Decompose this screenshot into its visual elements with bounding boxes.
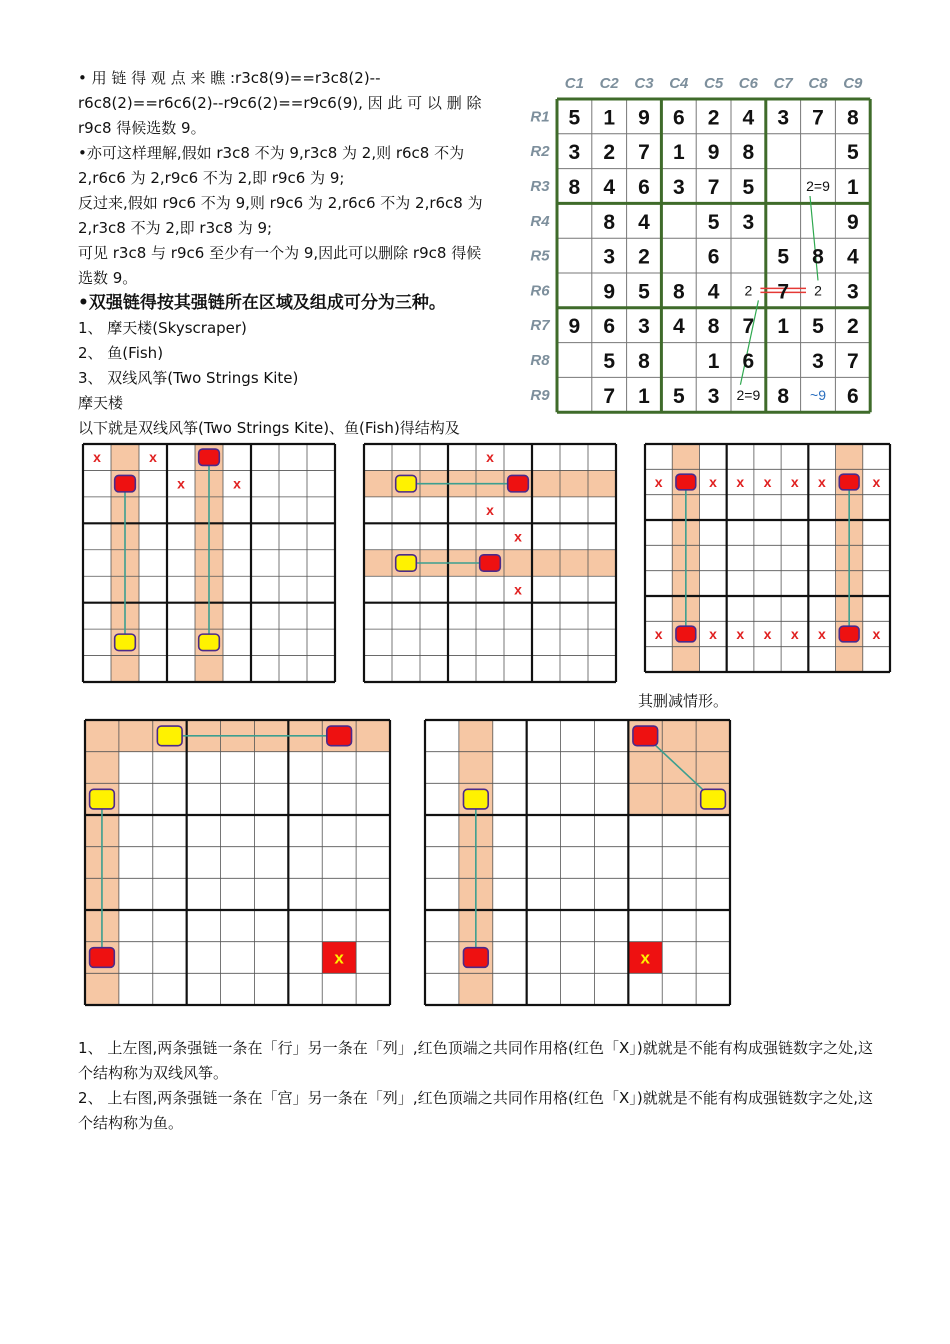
column-label: C7: [773, 75, 793, 92]
sudoku-cell-value: 8: [638, 350, 650, 373]
highlight-cell: [588, 550, 616, 576]
sudoku-cell-value: 8: [846, 106, 859, 130]
sudoku-cell-value: 3: [777, 106, 790, 130]
sudoku-cell-value: 2: [707, 106, 720, 130]
column-label: C6: [738, 75, 758, 92]
sudoku-cell-value: 2: [814, 282, 822, 299]
highlight-cell: [364, 470, 392, 496]
sudoku-cell-value: 1: [846, 176, 859, 199]
highlight-cell: [85, 720, 119, 752]
highlight-cell: [560, 550, 588, 576]
elimination-x-mark: x: [763, 626, 772, 642]
elimination-x-mark: x: [709, 474, 717, 490]
elimination-x-mark: x: [514, 528, 522, 545]
sudoku-cell-value: 8: [568, 176, 581, 199]
sudoku-cell-value: ~9: [810, 386, 826, 403]
red-endpoint-marker: [199, 449, 220, 465]
elimination-x-mark: x: [149, 449, 157, 466]
sudoku-cell-value: 1: [707, 350, 720, 373]
elimination-x-mark: x: [872, 626, 881, 642]
column-label: C2: [599, 75, 619, 92]
intro-line: •亦可这样理解,假如 r3c8 不为 9,r3c8 为 2,则 r6c8 不为: [78, 144, 465, 162]
sudoku-cell-value: 9: [707, 141, 720, 165]
sudoku-cell-value: 7: [638, 141, 650, 165]
highlight-cell: [662, 720, 696, 752]
elimination-x-mark: x: [790, 474, 799, 490]
intro-line: 2,r3c8 不为 2,即 r3c8 为 9;: [78, 219, 273, 237]
row-label: R2: [530, 143, 550, 161]
sudoku-cell-value: 2: [846, 315, 859, 339]
sudoku-cell-value: 7: [603, 384, 616, 408]
sudoku-cell-value: 9: [846, 210, 859, 234]
note-paragraph: 2、 上右图,两条强链一条在「宫」另一条在「列」,红色顶端之共同作用格(红色「X」)就就是不能有构成强链数字之处,这个结构称为鱼。: [78, 1089, 873, 1132]
sudoku-cell-value: 6: [603, 315, 616, 339]
sudoku-cell-value: 1: [638, 384, 650, 408]
row-label: R6: [530, 282, 550, 300]
highlight-cell: [504, 550, 532, 576]
red-endpoint-marker: [463, 948, 488, 968]
sudoku-cell-value: 9: [568, 315, 581, 339]
sudoku-cell-value: 7: [846, 350, 859, 373]
elimination-x-mark: x: [818, 626, 826, 642]
sudoku-cell-value: 6: [638, 176, 650, 199]
sudoku-cell-value: 8: [742, 141, 755, 165]
elimination-x-mark: x: [233, 475, 241, 492]
red-endpoint-marker: [327, 726, 352, 746]
list-item: 1、 摩天楼(Skyscraper): [78, 319, 247, 337]
sudoku-cell-value: 2: [744, 282, 753, 299]
sudoku-cell-value: 4: [707, 280, 720, 304]
highlight-cell: [628, 752, 662, 784]
highlight-cell: [111, 656, 139, 682]
highlight-cell: [119, 720, 153, 752]
row-label: R1: [530, 108, 550, 126]
intro-line: 可见 r3c8 与 r9c6 至少有一个为 9,因此可以删除 r9c8 得候: [78, 244, 482, 262]
sudoku-cell-value: 3: [638, 315, 650, 339]
sudoku-cell-value: 3: [812, 350, 824, 373]
highlight-cell: [836, 647, 863, 672]
sudoku-cell-value: 3: [846, 280, 859, 304]
sudoku-cell-value: 4: [672, 315, 685, 339]
sudoku-cell-value: 8: [672, 280, 685, 304]
sudoku-cell-value: 6: [846, 384, 859, 408]
sudoku-cell-value: 3: [603, 245, 616, 269]
row-label: R9: [530, 386, 550, 404]
sudoku-cell-value: 2: [603, 141, 616, 165]
sudoku-cell-value: 4: [846, 245, 859, 269]
elimination-x-mark: x: [654, 626, 663, 642]
highlight-cell: [560, 470, 588, 496]
sudoku-cell-value: 9: [638, 106, 650, 130]
sudoku-cell-value: 9: [603, 280, 616, 304]
column-label: C8: [808, 75, 828, 92]
highlight-cell: [628, 783, 662, 815]
highlight-cell: [364, 550, 392, 576]
elimination-x-mark: x: [486, 449, 494, 466]
column-label: C1: [564, 75, 584, 92]
sudoku-cell-value: 3: [672, 176, 685, 199]
highlight-cell: [459, 720, 493, 752]
red-endpoint-marker: [115, 475, 136, 491]
list-item: 3、 双线风筝(Two Strings Kite): [78, 369, 299, 387]
bottom-notes: [78, 1036, 873, 1136]
list-item: 摩天楼: [78, 394, 124, 412]
row-label: R5: [530, 247, 550, 265]
red-endpoint-marker: [676, 626, 696, 642]
highlight-cell: [111, 444, 139, 470]
sudoku-cell-value: 7: [707, 176, 720, 199]
list-item: 以下就是双线风筝(Two Strings Kite)、鱼(Fish)得结构及: [78, 419, 460, 437]
sudoku-cell-value: 2=9: [736, 386, 761, 403]
section-heading: •双强链得按其强链所在区域及组成可分为三种。: [78, 293, 446, 313]
elimination-x-mark: x: [763, 474, 772, 490]
red-endpoint-marker: [480, 555, 501, 571]
sudoku-cell-value: 5: [638, 280, 650, 304]
column-label: C9: [843, 75, 863, 92]
yellow-endpoint-marker: [463, 789, 488, 809]
yellow-endpoint-marker: [115, 634, 136, 650]
row-label: R4: [530, 212, 550, 230]
intro-line: 2,r6c6 为 2,r9c6 不为 2,即 r9c6 为 9;: [78, 169, 345, 187]
sudoku-cell-value: 4: [742, 106, 755, 130]
yellow-endpoint-marker: [199, 634, 220, 650]
red-endpoint-marker: [839, 626, 859, 642]
elimination-x-mark: x: [818, 474, 826, 490]
elimination-x-mark: x: [736, 474, 745, 490]
sudoku-cell-value: 1: [603, 106, 616, 130]
list-item: 2、 鱼(Fish): [78, 344, 164, 362]
sudoku-cell-value: 8: [812, 245, 824, 269]
highlight-cell: [588, 470, 616, 496]
sudoku-cell-value: 4: [603, 176, 616, 199]
yellow-endpoint-marker: [90, 789, 115, 809]
red-endpoint-marker: [508, 475, 529, 491]
highlight-cell: [532, 470, 560, 496]
elimination-x-mark: x: [709, 626, 717, 642]
sudoku-cell-value: 6: [742, 350, 755, 373]
yellow-endpoint-marker: [701, 789, 726, 809]
yellow-endpoint-marker: [157, 726, 182, 746]
highlight-cell: [696, 752, 730, 784]
highlight-cell: [696, 720, 730, 752]
sudoku-cell-value: 1: [777, 315, 790, 339]
column-label: C4: [669, 75, 689, 92]
elimination-x-mark: x: [514, 581, 522, 598]
row-label: R7: [530, 317, 550, 335]
highlight-cell: [195, 656, 223, 682]
highlight-cell: [532, 550, 560, 576]
red-endpoint-marker: [839, 474, 859, 490]
sudoku-cell-value: 6: [707, 245, 720, 269]
intro-line: 反过来,假如 r9c6 不为 9,则 r9c6 为 2,r6c6 不为 2,r6c8 为: [78, 194, 483, 212]
elimination-x-mark: x: [654, 474, 663, 490]
highlight-cell: [459, 973, 493, 1005]
red-endpoint-marker: [676, 474, 696, 490]
elimination-x-mark: x: [177, 475, 185, 492]
sudoku-cell-value: 5: [812, 315, 824, 339]
intro-line: 选数 9。: [78, 269, 138, 287]
sudoku-cell-value: 2: [638, 245, 650, 269]
elimination-x-mark: x: [486, 502, 494, 519]
sudoku-cell-value: 7: [742, 315, 755, 339]
highlight-cell: [672, 647, 699, 672]
intro-line: • 用 链 得 观 点 来 瞧 :r3c8(9)==r3c8(2)--: [78, 69, 381, 87]
sudoku-cell-value: 5: [742, 176, 755, 199]
highlight-cell: [356, 720, 390, 752]
elimination-x-mark: x: [93, 449, 101, 466]
note-paragraph: 1、 上左图,两条强链一条在「行」另一条在「列」,红色顶端之共同作用格(红色「X」)就就是不能有构成强链数字之处,这个结构称为双线风筝。: [78, 1039, 873, 1082]
caption-tail: 其删减情形。: [638, 692, 729, 710]
red-endpoint-marker: [633, 726, 658, 746]
sudoku-cell-value: 3: [568, 141, 581, 165]
sudoku-cell-value: 8: [603, 210, 616, 234]
row-label: R3: [530, 178, 550, 195]
highlight-cell: [672, 444, 699, 469]
sudoku-cell-value: 5: [568, 106, 581, 130]
sudoku-cell-value: 2=9: [806, 178, 830, 194]
highlight-cell: [836, 444, 863, 469]
sudoku-cell-value: 7: [812, 106, 824, 130]
sudoku-cell-value: 5: [707, 210, 720, 234]
highlight-cell: [662, 783, 696, 815]
sudoku-cell-value: 3: [707, 384, 720, 408]
highlight-cell: [459, 752, 493, 784]
sudoku-cell-value: 7: [777, 280, 790, 304]
row-label: R8: [530, 352, 550, 369]
elimination-x-mark: x: [640, 948, 651, 968]
elimination-x-mark: x: [790, 626, 799, 642]
sudoku-cell-value: 8: [707, 315, 720, 339]
sudoku-cell-value: 5: [672, 384, 685, 408]
sudoku-cell-value: 5: [603, 350, 616, 373]
highlight-cell: [85, 752, 119, 784]
sudoku-cell-value: 5: [846, 141, 859, 165]
intro-line: r6c8(2)==r6c6(2)--r9c6(2)==r9c6(9), 因 此 可 以 删 除: [78, 94, 482, 112]
yellow-endpoint-marker: [396, 475, 417, 491]
column-label: C5: [704, 75, 724, 92]
elimination-x-mark: x: [736, 626, 745, 642]
elimination-x-mark: x: [872, 474, 881, 490]
sudoku-cell-value: 4: [638, 210, 650, 234]
red-endpoint-marker: [90, 948, 115, 968]
sudoku-cell-value: 1: [672, 141, 685, 165]
intro-line: r9c8 得候选数 9。: [78, 119, 206, 137]
sudoku-cell-value: 5: [777, 245, 790, 269]
elimination-x-mark: x: [334, 948, 344, 968]
highlight-cell: [85, 973, 119, 1005]
yellow-endpoint-marker: [396, 555, 417, 571]
column-label: C3: [634, 75, 654, 92]
sudoku-cell-value: 6: [672, 106, 685, 130]
sudoku-cell-value: 8: [777, 384, 790, 408]
sudoku-cell-value: 3: [742, 210, 755, 234]
